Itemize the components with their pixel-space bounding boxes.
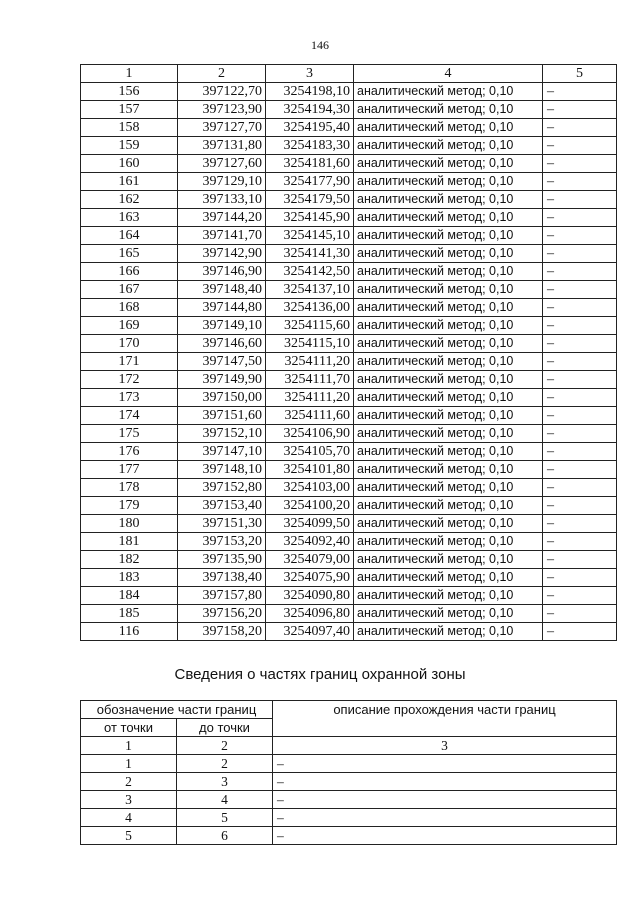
point-number-cell: 160: [81, 155, 178, 173]
table-row: [81, 533, 617, 551]
section-title: Сведения о частях границ охранной зоны: [174, 666, 466, 683]
table-row: [81, 137, 617, 155]
header-boundary-part-designation: обозначение части границ: [81, 701, 273, 719]
description-cell: –: [543, 83, 617, 101]
description-cell: –: [543, 263, 617, 281]
method-accuracy-cell: аналитический метод; 0,10: [354, 587, 543, 605]
y-coordinate-cell: 3254111,20: [266, 353, 354, 371]
column-header: 1: [81, 65, 178, 83]
point-number-cell: 177: [81, 461, 178, 479]
description-cell: –: [543, 281, 617, 299]
table-row: [81, 623, 617, 641]
y-coordinate-cell: 3254141,30: [266, 245, 354, 263]
x-coordinate-cell: 397153,40: [178, 497, 266, 515]
boundary-parts-table: [80, 700, 617, 845]
x-coordinate-cell: 397150,00: [178, 389, 266, 407]
x-coordinate-cell: 397151,60: [178, 407, 266, 425]
point-number-cell: 163: [81, 209, 178, 227]
description-cell: –: [543, 533, 617, 551]
from-point-cell: 4: [81, 809, 177, 827]
method-accuracy-cell: аналитический метод; 0,10: [354, 425, 543, 443]
x-coordinate-cell: 397147,10: [178, 443, 266, 461]
point-number-cell: 165: [81, 245, 178, 263]
description-cell: –: [543, 515, 617, 533]
x-coordinate-cell: 397146,90: [178, 263, 266, 281]
to-point-cell: 3: [177, 773, 273, 791]
from-point-cell: 5: [81, 827, 177, 845]
description-cell: –: [543, 479, 617, 497]
y-coordinate-cell: 3254195,40: [266, 119, 354, 137]
point-number-cell: 181: [81, 533, 178, 551]
y-coordinate-cell: 3254092,40: [266, 533, 354, 551]
x-coordinate-cell: 397153,20: [178, 533, 266, 551]
description-cell: –: [543, 299, 617, 317]
description-cell: –: [543, 605, 617, 623]
point-number-cell: 180: [81, 515, 178, 533]
coordinates-table-body: [81, 83, 617, 641]
description-cell: –: [273, 773, 617, 791]
parts-numbering-row: [81, 737, 617, 755]
method-accuracy-cell: аналитический метод; 0,10: [354, 497, 543, 515]
table-row: [81, 119, 617, 137]
table-row: [81, 173, 617, 191]
x-coordinate-cell: 397133,10: [178, 191, 266, 209]
method-accuracy-cell: аналитический метод; 0,10: [354, 515, 543, 533]
y-coordinate-cell: 3254115,10: [266, 335, 354, 353]
description-cell: –: [273, 827, 617, 845]
table-row: [81, 791, 617, 809]
description-cell: –: [543, 461, 617, 479]
x-coordinate-cell: 397129,10: [178, 173, 266, 191]
coordinates-table: [80, 64, 617, 641]
point-number-cell: 178: [81, 479, 178, 497]
table-row: [81, 569, 617, 587]
method-accuracy-cell: аналитический метод; 0,10: [354, 83, 543, 101]
from-point-cell: 1: [81, 755, 177, 773]
x-coordinate-cell: 397147,50: [178, 353, 266, 371]
description-cell: –: [543, 587, 617, 605]
y-coordinate-cell: 3254179,50: [266, 191, 354, 209]
x-coordinate-cell: 397149,10: [178, 317, 266, 335]
method-accuracy-cell: аналитический метод; 0,10: [354, 371, 543, 389]
table-row: [81, 263, 617, 281]
y-coordinate-cell: 3254090,80: [266, 587, 354, 605]
point-number-cell: 182: [81, 551, 178, 569]
y-coordinate-cell: 3254142,50: [266, 263, 354, 281]
x-coordinate-cell: 397149,90: [178, 371, 266, 389]
y-coordinate-cell: 3254194,30: [266, 101, 354, 119]
point-number-cell: 170: [81, 335, 178, 353]
table-row: [81, 551, 617, 569]
y-coordinate-cell: 3254137,10: [266, 281, 354, 299]
point-number-cell: 167: [81, 281, 178, 299]
point-number-cell: 157: [81, 101, 178, 119]
method-accuracy-cell: аналитический метод; 0,10: [354, 533, 543, 551]
y-coordinate-cell: 3254096,80: [266, 605, 354, 623]
method-accuracy-cell: аналитический метод; 0,10: [354, 119, 543, 137]
method-accuracy-cell: аналитический метод; 0,10: [354, 335, 543, 353]
method-accuracy-cell: аналитический метод; 0,10: [354, 353, 543, 371]
method-accuracy-cell: аналитический метод; 0,10: [354, 479, 543, 497]
description-cell: –: [543, 245, 617, 263]
y-coordinate-cell: 3254106,90: [266, 425, 354, 443]
page-number: 146: [311, 38, 329, 52]
point-number-cell: 183: [81, 569, 178, 587]
description-cell: –: [543, 317, 617, 335]
column-header: 2: [178, 65, 266, 83]
point-number-cell: 164: [81, 227, 178, 245]
method-accuracy-cell: аналитический метод; 0,10: [354, 191, 543, 209]
description-cell: –: [543, 389, 617, 407]
method-accuracy-cell: аналитический метод; 0,10: [354, 281, 543, 299]
table-row: [81, 245, 617, 263]
x-coordinate-cell: 397146,60: [178, 335, 266, 353]
column-header: 3: [266, 65, 354, 83]
point-number-cell: 156: [81, 83, 178, 101]
table-row: [81, 299, 617, 317]
x-coordinate-cell: 397157,80: [178, 587, 266, 605]
x-coordinate-cell: 397148,10: [178, 461, 266, 479]
column-header: 4: [354, 65, 543, 83]
method-accuracy-cell: аналитический метод; 0,10: [354, 299, 543, 317]
x-coordinate-cell: 397127,60: [178, 155, 266, 173]
method-accuracy-cell: аналитический метод; 0,10: [354, 173, 543, 191]
table-row: [81, 209, 617, 227]
y-coordinate-cell: 3254099,50: [266, 515, 354, 533]
parts-header-row-1: [81, 701, 617, 719]
numbering-cell: 3: [273, 737, 617, 755]
x-coordinate-cell: 397152,80: [178, 479, 266, 497]
y-coordinate-cell: 3254198,10: [266, 83, 354, 101]
description-cell: –: [543, 335, 617, 353]
x-coordinate-cell: 397152,10: [178, 425, 266, 443]
y-coordinate-cell: 3254111,70: [266, 371, 354, 389]
header-to-point: до точки: [177, 719, 273, 737]
table-row: [81, 479, 617, 497]
description-cell: –: [543, 425, 617, 443]
x-coordinate-cell: 397138,40: [178, 569, 266, 587]
table-row: [81, 827, 617, 845]
point-number-cell: 162: [81, 191, 178, 209]
point-number-cell: 172: [81, 371, 178, 389]
method-accuracy-cell: аналитический метод; 0,10: [354, 155, 543, 173]
to-point-cell: 4: [177, 791, 273, 809]
y-coordinate-cell: 3254103,00: [266, 479, 354, 497]
description-cell: –: [543, 119, 617, 137]
method-accuracy-cell: аналитический метод; 0,10: [354, 137, 543, 155]
description-cell: –: [543, 497, 617, 515]
from-point-cell: 3: [81, 791, 177, 809]
method-accuracy-cell: аналитический метод; 0,10: [354, 389, 543, 407]
point-number-cell: 168: [81, 299, 178, 317]
point-number-cell: 175: [81, 425, 178, 443]
table-row: [81, 425, 617, 443]
table-row: [81, 281, 617, 299]
point-number-cell: 173: [81, 389, 178, 407]
y-coordinate-cell: 3254145,90: [266, 209, 354, 227]
y-coordinate-cell: 3254075,90: [266, 569, 354, 587]
method-accuracy-cell: аналитический метод; 0,10: [354, 551, 543, 569]
from-point-cell: 2: [81, 773, 177, 791]
x-coordinate-cell: 397123,90: [178, 101, 266, 119]
method-accuracy-cell: аналитический метод; 0,10: [354, 569, 543, 587]
description-cell: –: [543, 407, 617, 425]
point-number-cell: 169: [81, 317, 178, 335]
parts-table-body: [81, 755, 617, 845]
x-coordinate-cell: 397131,80: [178, 137, 266, 155]
method-accuracy-cell: аналитический метод; 0,10: [354, 443, 543, 461]
table-row: [81, 461, 617, 479]
table-row: [81, 407, 617, 425]
to-point-cell: 2: [177, 755, 273, 773]
description-cell: –: [543, 173, 617, 191]
y-coordinate-cell: 3254097,40: [266, 623, 354, 641]
table-row: [81, 755, 617, 773]
x-coordinate-cell: 397156,20: [178, 605, 266, 623]
table-row: [81, 101, 617, 119]
table-row: [81, 773, 617, 791]
x-coordinate-cell: 397142,90: [178, 245, 266, 263]
to-point-cell: 6: [177, 827, 273, 845]
description-cell: –: [543, 209, 617, 227]
table-row: [81, 605, 617, 623]
description-cell: –: [273, 791, 617, 809]
description-cell: –: [543, 623, 617, 641]
method-accuracy-cell: аналитический метод; 0,10: [354, 623, 543, 641]
table-row: [81, 317, 617, 335]
method-accuracy-cell: аналитический метод; 0,10: [354, 245, 543, 263]
table-row: [81, 335, 617, 353]
point-number-cell: 161: [81, 173, 178, 191]
point-number-cell: 176: [81, 443, 178, 461]
table-row: [81, 353, 617, 371]
point-number-cell: 174: [81, 407, 178, 425]
to-point-cell: 5: [177, 809, 273, 827]
y-coordinate-cell: 3254101,80: [266, 461, 354, 479]
table-row: [81, 227, 617, 245]
x-coordinate-cell: 397158,20: [178, 623, 266, 641]
table-row: [81, 515, 617, 533]
description-cell: –: [543, 227, 617, 245]
point-number-cell: 179: [81, 497, 178, 515]
table-row: [81, 371, 617, 389]
y-coordinate-cell: 3254181,60: [266, 155, 354, 173]
y-coordinate-cell: 3254177,90: [266, 173, 354, 191]
table-row: [81, 587, 617, 605]
point-number-cell: 166: [81, 263, 178, 281]
x-coordinate-cell: 397148,40: [178, 281, 266, 299]
point-number-cell: 185: [81, 605, 178, 623]
table-row: [81, 83, 617, 101]
description-cell: –: [543, 137, 617, 155]
y-coordinate-cell: 3254111,20: [266, 389, 354, 407]
y-coordinate-cell: 3254079,00: [266, 551, 354, 569]
y-coordinate-cell: 3254105,70: [266, 443, 354, 461]
description-cell: –: [543, 353, 617, 371]
method-accuracy-cell: аналитический метод; 0,10: [354, 461, 543, 479]
x-coordinate-cell: 397144,20: [178, 209, 266, 227]
point-number-cell: 116: [81, 623, 178, 641]
method-accuracy-cell: аналитический метод; 0,10: [354, 101, 543, 119]
table-row: [81, 809, 617, 827]
description-cell: –: [273, 809, 617, 827]
description-cell: –: [543, 191, 617, 209]
x-coordinate-cell: 397151,30: [178, 515, 266, 533]
point-number-cell: 159: [81, 137, 178, 155]
y-coordinate-cell: 3254115,60: [266, 317, 354, 335]
description-cell: –: [273, 755, 617, 773]
y-coordinate-cell: 3254111,60: [266, 407, 354, 425]
description-cell: –: [543, 371, 617, 389]
x-coordinate-cell: 397135,90: [178, 551, 266, 569]
table-row: [81, 443, 617, 461]
description-cell: –: [543, 155, 617, 173]
table-row: [81, 389, 617, 407]
description-cell: –: [543, 569, 617, 587]
coordinates-header-row: [81, 65, 617, 83]
table-row: [81, 155, 617, 173]
header-description: описание прохождения части границ: [273, 701, 617, 737]
point-number-cell: 184: [81, 587, 178, 605]
table-row: [81, 191, 617, 209]
method-accuracy-cell: аналитический метод; 0,10: [354, 407, 543, 425]
description-cell: –: [543, 101, 617, 119]
numbering-cell: 1: [81, 737, 177, 755]
x-coordinate-cell: 397141,70: [178, 227, 266, 245]
table-row: [81, 497, 617, 515]
method-accuracy-cell: аналитический метод; 0,10: [354, 227, 543, 245]
method-accuracy-cell: аналитический метод; 0,10: [354, 209, 543, 227]
x-coordinate-cell: 397122,70: [178, 83, 266, 101]
y-coordinate-cell: 3254136,00: [266, 299, 354, 317]
point-number-cell: 158: [81, 119, 178, 137]
numbering-cell: 2: [177, 737, 273, 755]
method-accuracy-cell: аналитический метод; 0,10: [354, 605, 543, 623]
y-coordinate-cell: 3254145,10: [266, 227, 354, 245]
method-accuracy-cell: аналитический метод; 0,10: [354, 317, 543, 335]
y-coordinate-cell: 3254183,30: [266, 137, 354, 155]
header-from-point: от точки: [81, 719, 177, 737]
description-cell: –: [543, 551, 617, 569]
point-number-cell: 171: [81, 353, 178, 371]
x-coordinate-cell: 397144,80: [178, 299, 266, 317]
x-coordinate-cell: 397127,70: [178, 119, 266, 137]
method-accuracy-cell: аналитический метод; 0,10: [354, 263, 543, 281]
y-coordinate-cell: 3254100,20: [266, 497, 354, 515]
description-cell: –: [543, 443, 617, 461]
column-header: 5: [543, 65, 617, 83]
